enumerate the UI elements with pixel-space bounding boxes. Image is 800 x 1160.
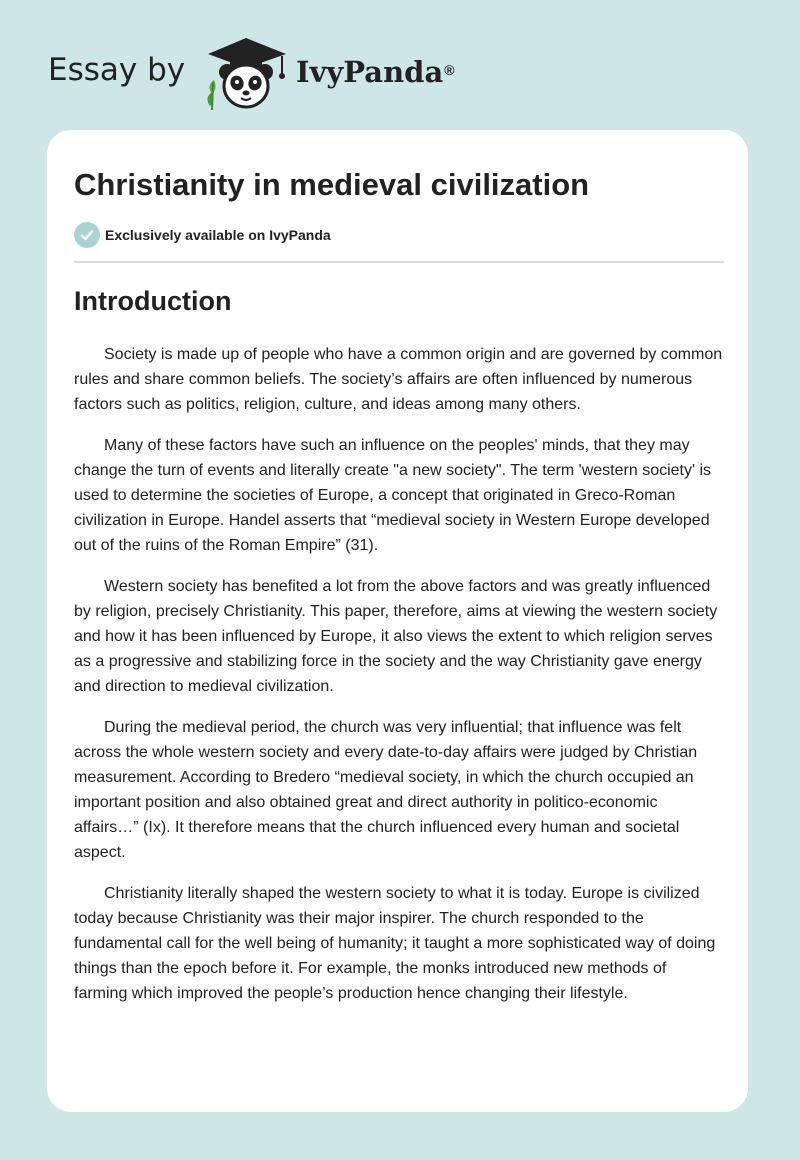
paragraph: Western society has benefited a lot from the above factors and was greatly influenced by religion, precisely Christianity. This paper, therefore, aims at viewing the western society and how it has been influenced by Europe, it also views the extent to which religion serves as a progressive and stabilizing force in the society and the way Christianity gave energy and direction to medieval civilization. (74, 578, 718, 695)
paragraph: During the medieval period, the church was very influential; that influence was felt across the whole western society and every date-to-day affairs were judged by Christian measurement. According to Bredero “medieval society, in which the church occupied an important position and also obtained great and direct authority in politico-economic affairs…” (Ix). It therefore means that the church influenced every human and societal aspect. (74, 719, 698, 861)
brand-prefix: Essay by (48, 52, 186, 88)
panda-graduate-icon (200, 34, 292, 112)
site-header (0, 0, 800, 128)
article-body (74, 342, 724, 1022)
brand-name: IvyPanda® (296, 55, 455, 89)
section-heading: Introduction (74, 286, 232, 316)
check-icon (74, 222, 100, 248)
divider (74, 261, 724, 263)
article-title: Christianity in medieval civilization (74, 167, 590, 202)
paragraph: Society is made up of people who have a common origin and are governed by common rules and share common beliefs. The society’s affairs are often influenced by numerous factors such as politics, religion, culture, and ideas among many others. (74, 346, 723, 413)
registered-mark: ® (444, 62, 455, 78)
article-card (47, 130, 748, 1112)
exclusive-badge (74, 222, 331, 248)
badge-label: Exclusively available on IvyPanda (105, 227, 331, 243)
paragraph: Many of these factors have such an influence on the peoples' minds, that they may change the turn of events and literally create "a new society". The term 'western society' is used to determine the societies of Europe, a concept that originated in Greco-Roman civilization in Europe. Handel asserts that “medieval society in Western Europe developed out of the ruins of the Roman Empire” (31). (74, 437, 712, 554)
paragraph: Christianity literally shaped the western society to what it is today. Europe is civilized today because Christianity was their major inspirer. The church responded to the fundamental call for the well being of humanity; it taught a more sophisticated way of doing things than the epoch before it. For example, the monks introduced new methods of farming which improved the people’s production hence changing their lifestyle. (74, 885, 716, 1002)
